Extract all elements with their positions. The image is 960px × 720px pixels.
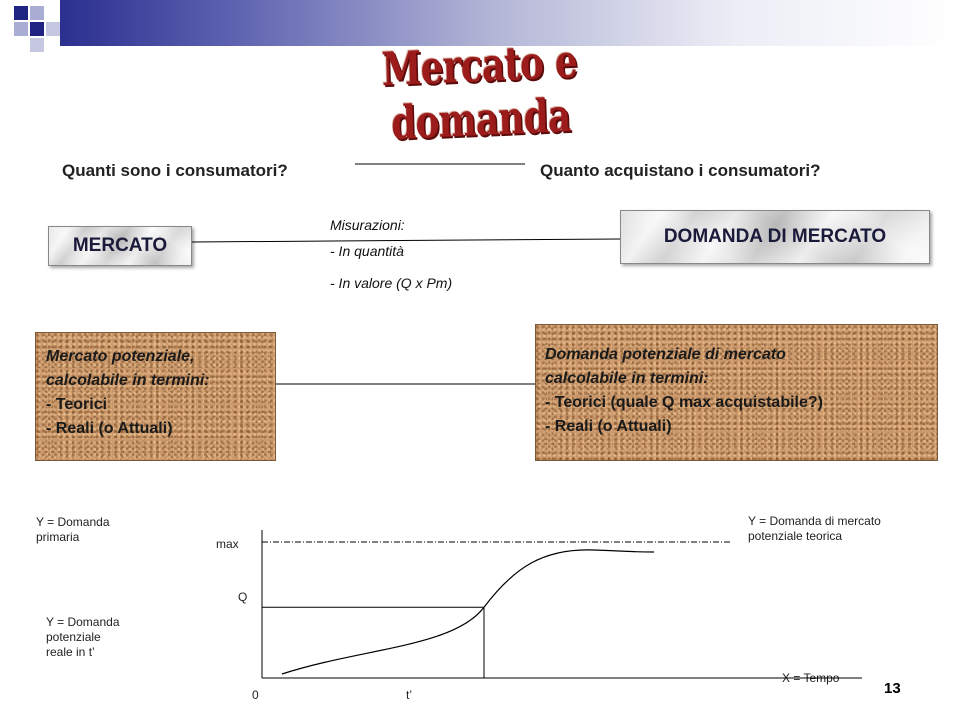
potential-demand-line: calcolabile in termini: [545,370,709,387]
slide-title: Mercato e domanda [380,33,578,150]
label-x-axis: X = Tempo [782,671,840,685]
potential-demand-item: - Teorici (quale Q max acquistabile?) [545,394,823,411]
measurement-item: - In valore (Q x Pm) [330,275,453,291]
label-line: reale in t’ [46,645,95,659]
label-line: potenziale [46,630,101,644]
potential-market-line: Mercato potenziale, [46,348,195,365]
measurements-heading: Misurazioni: [330,217,405,233]
label-line: primaria [36,530,80,544]
mercato-label: MERCATO [72,235,168,256]
label-line: Y = Domanda [46,615,120,629]
question-left: Quanti sono i consumatori? [62,161,288,180]
measurement-item: - In quantità [330,243,404,259]
potential-market-item: - Teorici [46,396,108,413]
question-right: Quanto acquistano i consumatori? [540,161,821,180]
label-q: Q [238,590,248,604]
potential-demand-line: Domanda potenziale di mercato [545,346,786,363]
potential-market-line: calcolabile in termini: [46,372,210,389]
label-line: Y = Domanda [36,515,110,529]
potential-demand-item: - Reali (o Attuali) [545,418,672,435]
domanda-mercato-label: DOMANDA DI MERCATO [663,226,887,247]
label-line: potenziale teorica [748,529,843,543]
potential-market-item: - Reali (o Attuali) [46,420,173,437]
page-number: 13 [884,680,901,697]
demand-s-curve [282,550,654,674]
label-t: t’ [406,688,412,702]
label-line: Y = Domanda di mercato [748,514,881,528]
label-max: max [216,537,239,551]
label-origin: 0 [252,688,259,702]
